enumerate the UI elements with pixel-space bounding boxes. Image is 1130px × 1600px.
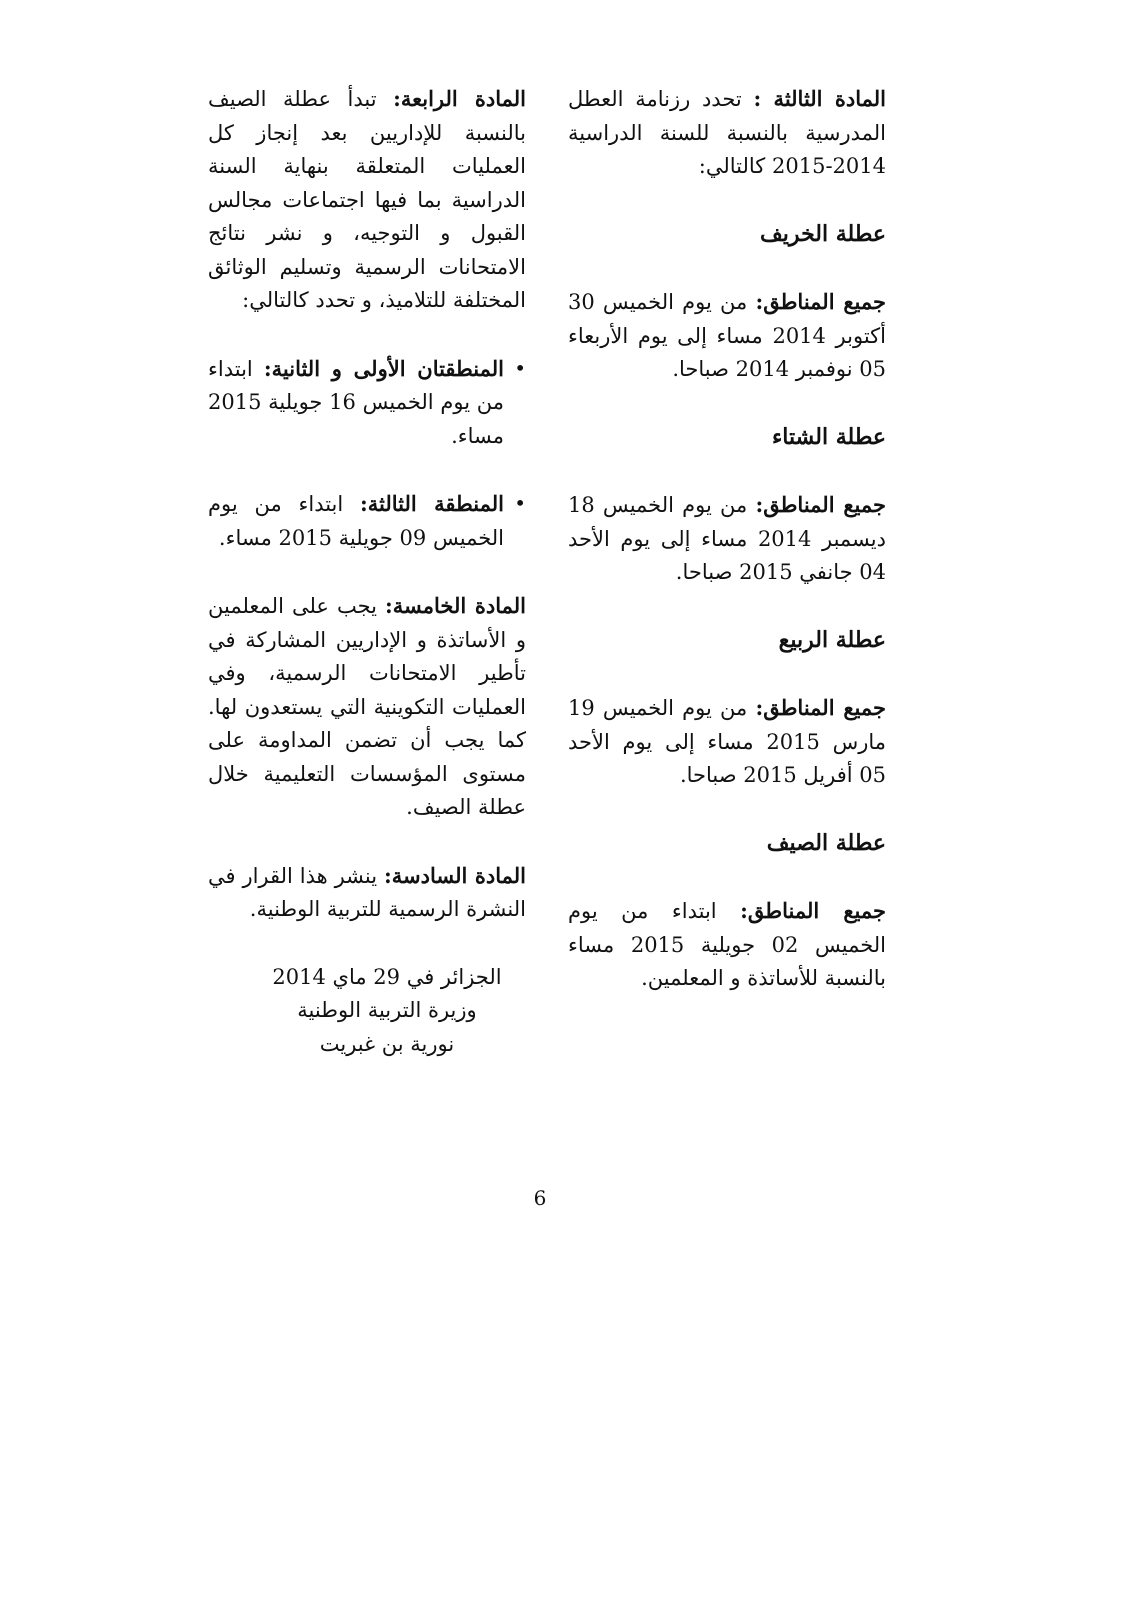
zone-three-text: ابتداء من يوم الخميس 09 جويلية 2015 مساء. <box>208 492 504 550</box>
zones-one-two-text: ابتداء من يوم الخميس 16 جويلية 2015 مساء. <box>208 356 504 448</box>
zone-three-label: المنطقة الثالثة: <box>360 491 504 516</box>
summer-label: جميع المناطق: <box>740 898 886 923</box>
spring-label: جميع المناطق: <box>755 695 886 720</box>
bullet-dot-icon: • <box>514 355 526 380</box>
article-3-label: المادة الثالثة : <box>753 86 886 111</box>
article-5-label: المادة الخامسة: <box>385 593 527 618</box>
zones-one-two-label: المنطقتان الأولى و الثانية: <box>263 355 504 381</box>
article-3-text: تحدد رزنامة العطل المدرسية بالنسبة للسنة الدراسية 2014-2015 كالتالي: <box>568 87 886 178</box>
article-6-paragraph <box>208 859 526 927</box>
summer-heading: عطلة الصيف <box>766 829 886 856</box>
page-number: 6 <box>533 1186 547 1210</box>
article-4-paragraph <box>208 82 526 318</box>
signature-block <box>208 961 526 1062</box>
zone-three-bullet <box>208 487 526 555</box>
spring-text: من يوم الخميس 19 مارس 2015 مساء إلى يوم الأحد 05 أفريل 2015 صباحا. <box>568 696 886 787</box>
summer-paragraph <box>568 894 886 996</box>
bullet-dot-icon: • <box>514 491 526 515</box>
signature-name: نورية بن غبريت <box>319 1031 455 1056</box>
autumn-paragraph <box>568 285 886 387</box>
article-4-text: تبدأ عطلة الصيف بالنسبة للإداريين بعد إنجاز كل العمليات المتعلقة بنهاية السنة الدراسية بما فيها اجتماعات مجالس القبول و التوجيه، و نشر نتائج الامتحانات الرسمية وتسليم الوثائق المختلفة للتلاميذ، و تحدد كالتالي: <box>208 87 526 312</box>
article-5-text: يجب على المعلمين و الأساتذة و الإداريين المشاركة في تأطير الامتحانات الرسمية، وفي العمليات التكوينية التي يستعدون لها. كما يجب أن تضمن المداومة على مستوى المؤسسات التعليمية خلال عطلة الصيف. <box>208 594 526 819</box>
article-6-label: المادة السادسة: <box>384 862 526 888</box>
spring-paragraph <box>568 691 886 793</box>
autumn-label: جميع المناطق: <box>755 289 886 314</box>
signature-place-date: الجزائر في 29 ماي 2014 <box>272 964 502 989</box>
winter-paragraph <box>568 488 886 590</box>
winter-text: من يوم الخميس 18 ديسمبر 2014 مساء إلى يوم الأحد 04 جانفي 2015 صباحا. <box>568 493 886 584</box>
spring-heading: عطلة الربيع <box>778 626 886 653</box>
winter-label: جميع المناطق: <box>755 492 886 517</box>
article-5-paragraph <box>208 589 526 825</box>
summer-text: ابتداء من يوم الخميس 02 جويلية 2015 مساء بالنسبة للأساتذة و المعلمين. <box>568 899 886 990</box>
article-6-text: ينشر هذا القرار في النشرة الرسمية للتربية الوطنية. <box>208 863 526 921</box>
zones-one-two-bullet <box>208 352 526 454</box>
autumn-text: من يوم الخميس 30 أكتوبر 2014 مساء إلى يوم الأربعاء 05 نوفمبر 2014 صباحا. <box>568 290 886 381</box>
autumn-heading: عطلة الخريف <box>760 220 886 247</box>
article-4-label: المادة الرابعة: <box>393 86 526 111</box>
winter-heading: عطلة الشتاء <box>771 423 886 450</box>
article-3-paragraph <box>568 82 886 184</box>
signature-title: وزيرة التربية الوطنية <box>297 998 477 1022</box>
right-column <box>568 82 886 1030</box>
left-column <box>208 82 526 1061</box>
